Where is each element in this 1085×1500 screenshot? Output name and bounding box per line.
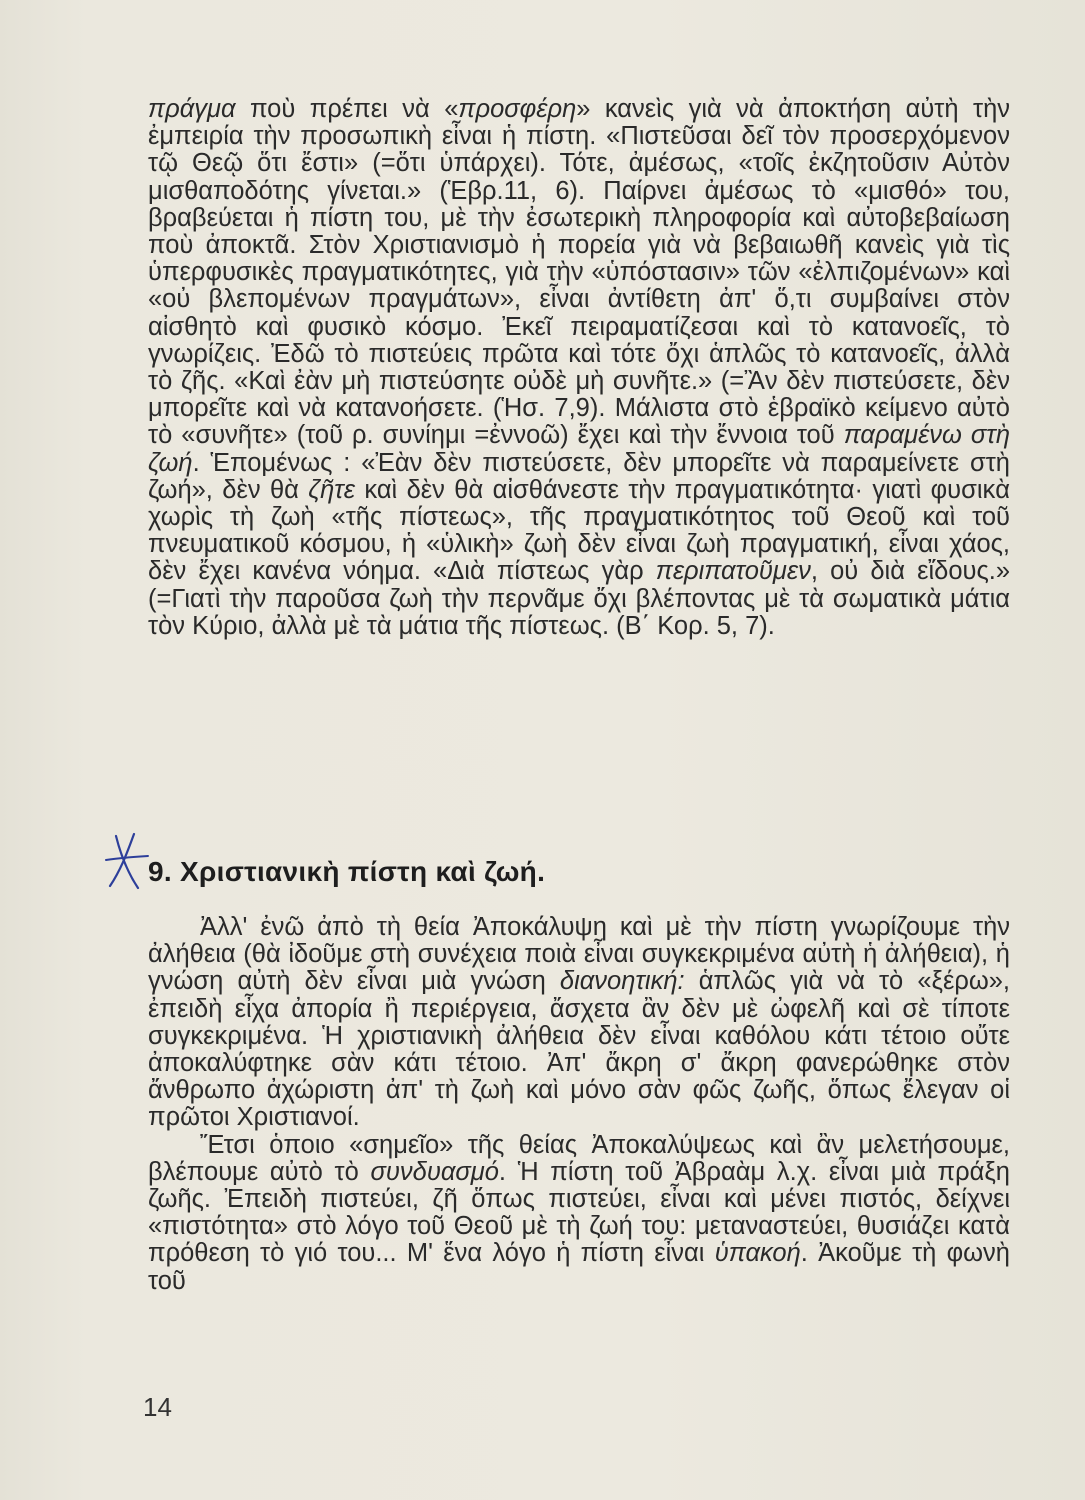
handwritten-pen-cross-mark-icon <box>104 830 154 894</box>
paragraph-3 <box>148 1132 1010 1295</box>
text-span: διανοητική: <box>559 967 685 996</box>
paragraph-1-text <box>148 96 1010 640</box>
text-span: . Ἡ πίστη τοῦ Ἀβραὰμ λ.χ. εἶναι μιὰ πράξη ζωῆς. Ἐπειδὴ πιστεύει, ζῆ ὅπως πιστεύει, εἶναι καὶ μένει πιστός, δείχνει «πιστότητα» στὸ λόγο τοῦ Θεοῦ μὲ τὴ ζωή του: μεταναστεύει, θυσιάζει κατὰ πρόθεση τὸ γιό του... Μ' ἕνα λόγο ἡ πίστη εἶναι <box>148 1157 1010 1268</box>
text-span: Ἔτσι ὁποιο «σημεῖο» τῆς θείας Ἀποκαλύψεως καὶ ἂν μελετήσουμε, βλέπουμε αὐτὸ τὸ <box>148 1130 1010 1186</box>
text-span: ζῆτε <box>308 475 355 504</box>
text-span: ὑπακοή <box>714 1239 801 1268</box>
paragraph-2 <box>148 914 1010 1132</box>
section-heading: 9. Χριστιανικὴ πίστη καὶ ζωή. <box>148 856 546 887</box>
text-span: προσφέρη <box>458 95 577 123</box>
text-span: Ἀλλ' ἐνῶ ἀπὸ τὴ θεία Ἀποκάλυψη καὶ μὲ τὴν πίστη γνωρίζουμε τὴν ἀλήθεια (θὰ ἰδοῦμε στὴ συνέχεια ποιὰ εἶναι συγκεκριμένα αὐτὴ ἡ ἀλήθεια), ἡ γνώση αὐτὴ δὲν εἶναι μιὰ γνώση <box>148 913 1010 996</box>
text-span: ποὺ πρέπει νὰ « <box>235 95 459 123</box>
text-span: πράγμα <box>148 95 236 123</box>
text-span: » κανεὶς γιὰ νὰ ἀποκτήση αὐτὴ τὴν ἐμπειρία τὴν προσωπικὴ εἶναι ἡ πίστη. «Πιστεῦσαι δεῖ τὸν προσερχόμενον τῷ Θεῷ ὅτι ἔστι» (=ὅτι ὑπάρχει). Τότε, ἀμέσως, «τοῖς ἐκζητοῦσιν Αὐτὸν μισθαποδότης γίνεται.» (Ἑβρ.11, 6). Παίρνει ἀμέσως τὸ «μισθό» του, βραβεύεται ἡ πίστη του, μὲ τὴν ἐσωτερικὴ πληροφορία καὶ αὐτοβεβαίωση ποὺ ἀποκτᾶ. Στὸν Χριστιανισμὸ ἡ πορεία γιὰ νὰ βεβαιωθῆ κανεὶς γιὰ τὶς ὑπερφυσικὲς πραγματικότητες, γιὰ τὴν «ὑπόστασιν» τῶν «ἐλπιζομένων» καὶ «οὐ βλεπομένων πραγμάτων», εἶναι ἀντίθετη ἀπ' ὅ,τι συμβαίνει στὸν αἰσθητὸ καὶ φυσικὸ κόσμο. Ἐκεῖ πειραματίζεσαι καὶ τὸ κατανοεῖς, τὸ γνωρίζεις. Ἐδῶ τὸ πιστεύεις πρῶτα καὶ τότε ὄχι ἁπλῶς τὸ κατανοεῖς, ἀλλὰ τὸ ζῆς. «Καὶ ἐὰν μὴ πιστεύσητε οὐδὲ μὴ συνῆτε.» (=Ἂν δὲν πιστεύσετε, δὲν μπορεῖτε καὶ νὰ κατανοήσετε. (Ἡσ. 7,9). Μάλιστα στὸ ἑβραϊκὸ κείμενο αὐτὸ τὸ «συνῆτε» (τοῦ ρ. συνίημι =ἐννοῶ) ἔχει καὶ τὴν ἔννοια τοῦ <box>148 95 1011 450</box>
body-text <box>148 914 1010 1295</box>
paragraph-1 <box>148 96 1010 640</box>
text-span: συνδυασμό <box>370 1157 499 1186</box>
text-span: ἁπλῶς γιὰ νὰ τὸ «ξέρω», ἐπειδὴ εἶχα ἀπορία ἢ περιέργεια, ἄσχετα ἂν δὲν μὲ ὠφελῆ καὶ σὲ τίποτε συγκεκριμένα. Ἡ χριστιανικὴ ἀλήθεια δὲν εἶναι καθόλου κάτι τέτοιο οὔτε ἀποκαλύφτηκε σὰν κάτι τέτοιο. Ἀπ' ἄκρη σ' ἄκρη φανερώθηκε στὸν ἄνθρωπο ἀχώριστη ἀπ' τὴ ζωὴ καὶ μόνο σὰν φῶς ζωῆς, ὅπως ἔλεγαν οἱ πρῶτοι Χριστιανοί. <box>148 967 1010 1132</box>
text-span: παραμένω στὴ ζωή <box>148 421 1010 477</box>
page-number: 14 <box>143 1392 172 1422</box>
text-span: , οὐ διὰ εἴδους.» (=Γιατὶ τὴν παροῦσα ζωὴ τὴν περνᾶμε ὄχι βλέποντας μὲ τὰ σωματικὰ μάτια τὸν Κύριο, ἀλλὰ μὲ τὰ μάτια τῆς πίστεως. (Β΄ Κορ. 5, 7). <box>148 557 1011 640</box>
text-span: περιπατοῦμεν <box>655 557 811 586</box>
text-span: . Ἑπομένως : «Ἐὰν δὲν πιστεύσετε, δὲν μπορεῖτε νὰ παραμείνετε στὴ ζωή», δὲν θὰ <box>148 448 1010 504</box>
text-span: . Ἀκοῦμε τὴ φωνὴ τοῦ <box>148 1239 1010 1295</box>
text-span: καὶ δὲν θὰ αἰσθάνεστε τὴν πραγματικότητα· γιατὶ φυσικὰ χωρὶς τὴ ζωὴ «τῆς πίστεως», τῆς πραγματικότητος τοῦ Θεοῦ καὶ τοῦ πνευματικοῦ κόσμου, ἡ «ὑλικὴ» ζωὴ δὲν εἶναι ζωὴ πραγματική, εἶναι χάος, δὲν ἔχει κανένα νόημα. «Διὰ πίστεως γὰρ <box>148 475 1010 586</box>
